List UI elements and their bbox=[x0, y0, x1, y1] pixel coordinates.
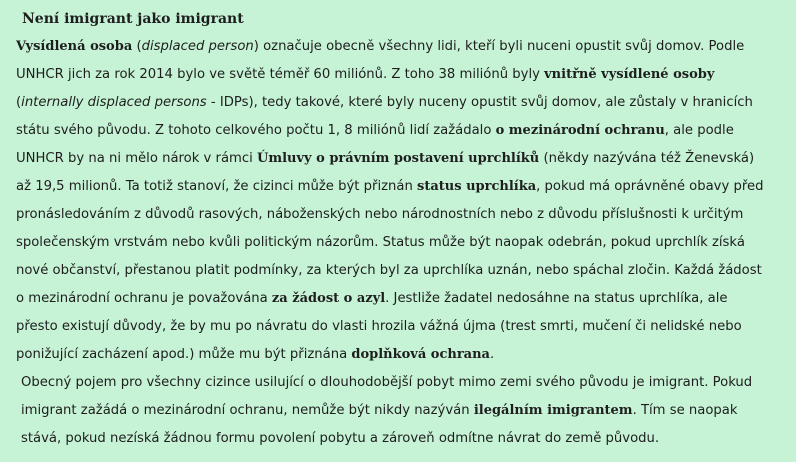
text-run: UNHCR jich za rok 2014 bylo ve světě téměř 60 miliónů. Z toho 38 miliónů byly bbox=[16, 67, 545, 82]
text-run: - IDPs), tedy takové, které byly nuceny opustit svůj domov, ale zůstaly v hranicích bbox=[206, 95, 753, 110]
bold-term: status uprchlíka bbox=[417, 179, 537, 194]
text-run: ( bbox=[132, 39, 142, 54]
text-run: (někdy nazývána též Ženevská) bbox=[539, 151, 755, 166]
bold-term: Úmluvy o právním postavení uprchlíků bbox=[257, 151, 540, 166]
text-run: UNHCR by na ni mělo nárok v rámci bbox=[16, 151, 258, 166]
text-line bbox=[16, 61, 786, 89]
paragraph-displaced-persons bbox=[16, 33, 786, 369]
bold-term: ilegálním imigrantem bbox=[473, 403, 633, 418]
text-run: . bbox=[489, 347, 495, 362]
section-heading: Není imigrant jako imigrant bbox=[22, 11, 244, 27]
italic-term: internally displaced persons bbox=[21, 95, 207, 110]
text-run: státu svého původu. Z tohoto celkového počtu 1, 8 miliónů lidí zažádalo bbox=[16, 123, 496, 138]
bold-term: Vysídlená osoba bbox=[16, 39, 133, 54]
text-run: . Tím se naopak bbox=[632, 403, 738, 418]
text-line bbox=[16, 89, 786, 117]
text-line bbox=[16, 173, 786, 201]
text-line: společenským vrstvám nebo kvůli politickým názorům. Status může být naopak odebrán, pokud uprchlík získá bbox=[16, 235, 745, 250]
text-run: . Jestliže žadatel nedosáhne na status uprchlíka, ale bbox=[385, 291, 728, 306]
bold-term: za žádost o azyl bbox=[271, 291, 386, 306]
text-line: nové občanství, přestanou platit podmínky, za kterých byl za uprchlíka uznán, nebo spáchal zločin. Každá žádost bbox=[16, 263, 762, 278]
italic-term: displaced person bbox=[141, 39, 254, 54]
text-line: stává, pokud nezíská žádnou formu povolení pobytu a zároveň odmítne návrat do země původu. bbox=[21, 431, 660, 446]
text-line bbox=[16, 341, 786, 369]
text-run: ponižující zacházení apod.) může mu být přiznána bbox=[16, 347, 352, 362]
text-line: Obecný pojem pro všechny cizince usilující o dlouhodobější pobyt mimo zemi svého původu je imigrant. Pokud bbox=[21, 375, 753, 390]
text-run: , ale podle bbox=[664, 123, 734, 138]
text-run: imigrant zažádá o mezinárodní ochranu, nemůže být nikdy nazýván bbox=[21, 403, 474, 418]
text-line bbox=[16, 285, 786, 313]
text-run: ) označuje obecně všechny lidi, kteří byli nuceni opustit svůj domov. Podle bbox=[253, 39, 745, 54]
bold-term: o mezinárodní ochranu bbox=[495, 123, 665, 138]
text-line bbox=[21, 397, 786, 425]
text-line: pronásledováním z důvodů rasových, náboženských nebo národnostních nebo z důvodu příslušnosti k určitým bbox=[16, 207, 744, 222]
text-line bbox=[16, 33, 786, 61]
text-run: až 19,5 milionů. Ta totiž stanoví, že cizinci může být přiznán bbox=[16, 179, 418, 194]
text-line bbox=[16, 117, 786, 145]
text-run: , pokud má oprávněné obavy před bbox=[536, 179, 764, 194]
text-run: o mezinárodní ochranu je považována bbox=[16, 291, 272, 306]
bold-term: doplňková ochrana bbox=[351, 347, 490, 362]
text-run: ( bbox=[16, 95, 22, 110]
text-line bbox=[16, 145, 786, 173]
paragraph-immigrant bbox=[21, 369, 786, 453]
bold-term: vnitřně vysídlené osoby bbox=[544, 67, 715, 82]
text-line: přesto existují důvody, že by mu po návratu do vlasti hrozila vážná újma (trest smrti, mučení či nelidské nebo bbox=[16, 319, 742, 334]
